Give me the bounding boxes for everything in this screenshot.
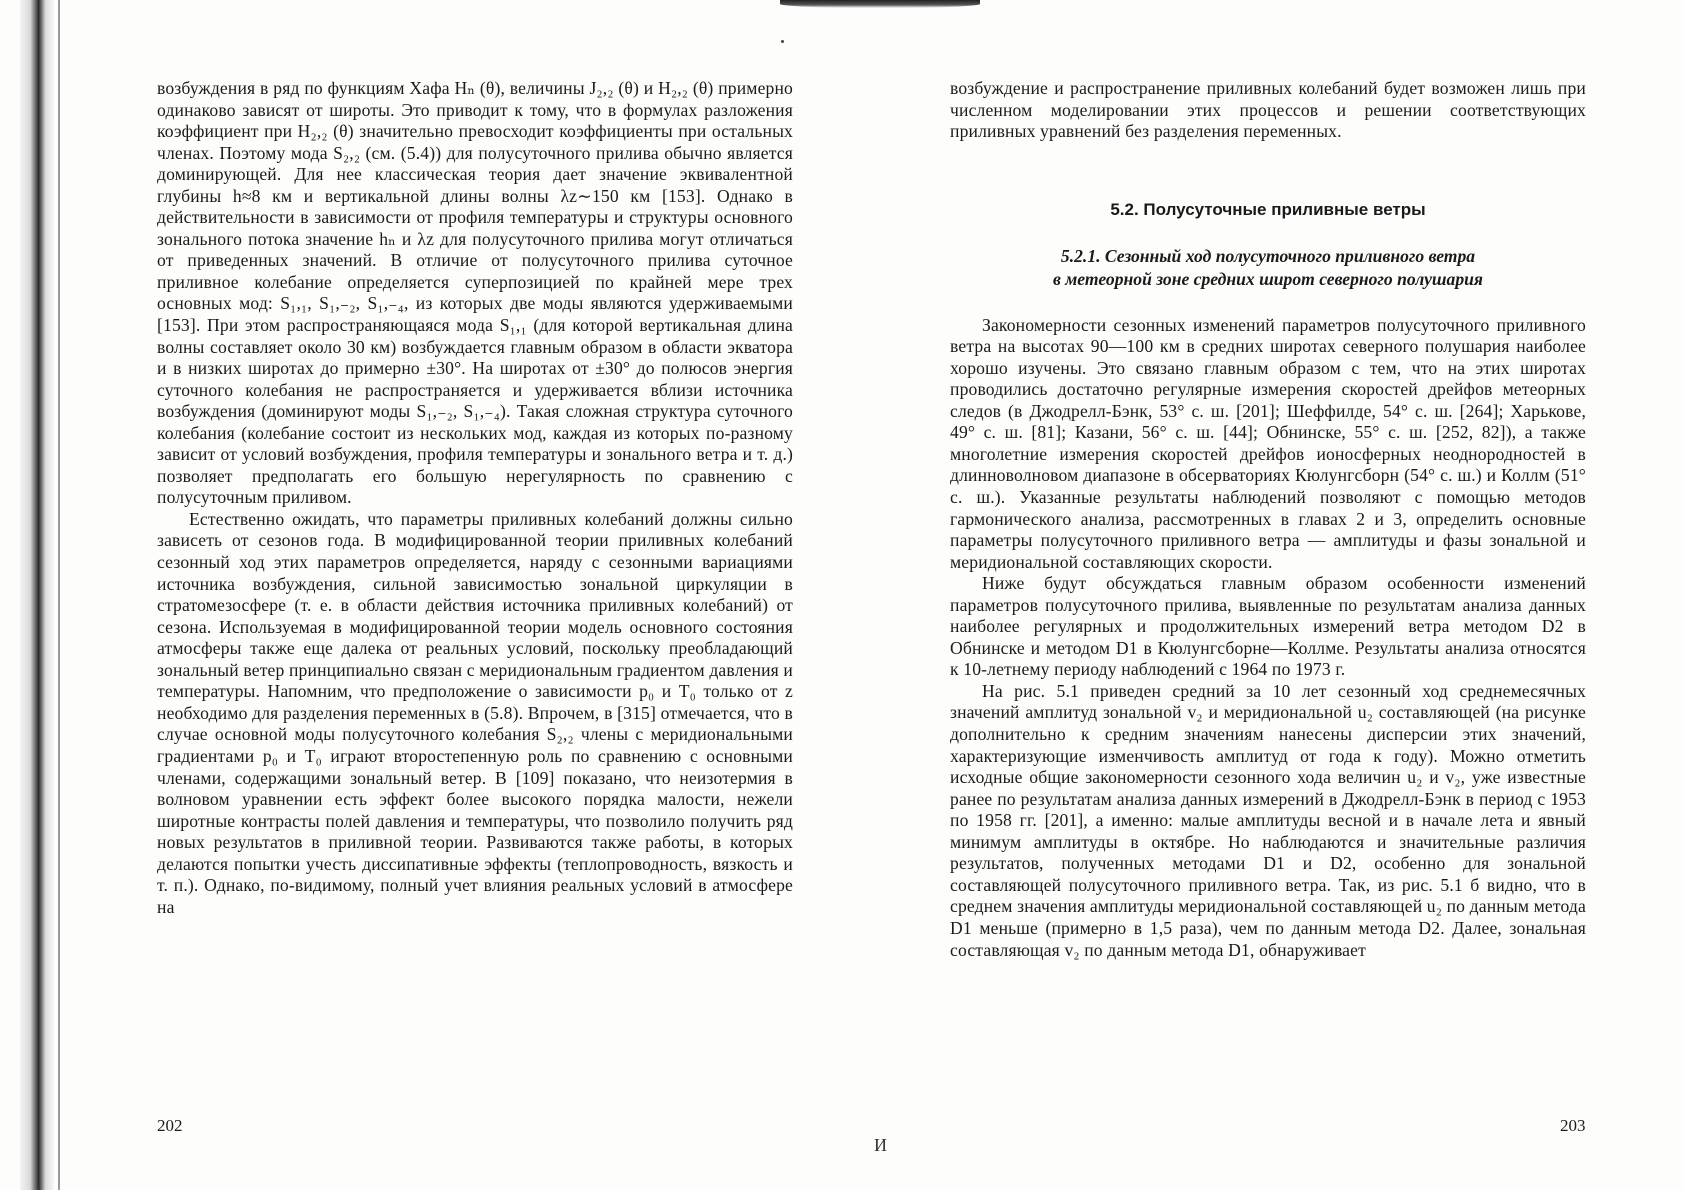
scan-top-mark [780,0,980,8]
left-page [157,78,793,918]
right-paragraph-1: Закономерности сезонных изменений параметров полусуточного приливного ветра на высотах 90—100 км в средних широтах северного полушария наиболее хорошо изучены. Это связано главным образом с тем, что на этих широтах проводились достаточно регулярные измерения скоростей дрейфов метеорных следов (в Джодрелл-Бэнк, 53° с. ш. [201]; Шеффилде, 54° с. ш. [264]; Харькове, 49° с. ш. [81]; Казани, 56° с. ш. [44]; Обнинске, 55° с. ш. [252, 82]), а также многолетние измерения скоростей дрейфов ионосферных неоднородностей в длинноволновом диапазоне в обсерваториях Кюлунгсборн (54° с. ш.) и Коллм (51° с. ш.). Указанные результаты наблюдений позволяют с помощью методов гармонического анализа, рассмотренных в главах 2 и 3, определить основные параметры полусуточного приливного ветра — амплитуды и фазы зональной и меридиональной составляющих скорости. [950,314,1586,572]
scan-dot [781,40,784,43]
left-paragraph-2: Естественно ожидать, что параметры приливных колебаний должны сильно зависеть от сезонов года. В модифицированной теории приливных колебаний сезонный ход этих параметров определяется, наряду с сезонными вариациями источника возбуждения, сильной зависимостью зональной циркуляции в стратомезосфере (т. е. в области действия источника приливных колебаний) от сезона. Используемая в модифицированной теории модель основного состояния атмосферы также еще далека от реальных условий, поскольку преобладающий зональный ветер принципиально связан с меридиональным градиентом давления и температуры. Напомним, что предположение о зависимости p₀ и T₀ только от z необходимо для разделения переменных в (5.8). Впрочем, в [315] отмечается, что в случае основной моды полусуточного колебания S₂,₂ члены с меридиональными градиентами p₀ и T₀ играют второстепенную роль по сравнению с основными членами, содержащими зональный ветер. В [109] показано, что неизотермия в волновом уравнении есть эффект более высокого порядка малости, нежели широтные контрасты полей давления и температуры, что позволило получить ряд новых результатов в приливной теории. Развиваются также работы, в которых делаются попытки учесть диссипативные эффекты (теплопроводность, вязкость и т. п.). Однако, по-видимому, полный учет влияния реальных условий в атмосфере на [157,508,793,917]
right-paragraph-3: На рис. 5.1 приведен средний за 10 лет сезонный ход среднемесячных значений амплитуд зональной v₂ и меридиональной u₂ составляющей (на рисунке дополнительно к средним значениям нанесены дисперсии этих значений, характеризующие изменчивость амплитуд от года к году). Можно отметить исходные общие закономерности сезонного хода величин u₂ и v₂, уже известные ранее по результатам анализа данных измерений в Джодрелл-Бэнк в период с 1953 по 1958 гг. [201], а именно: малые амплитуды весной и в начале лета и явный минимум амплитуды в октябре. Но наблюдаются и значительные различия результатов, полученных методами D1 и D2, особенно для зональной составляющей полусуточного приливного ветра. Так, из рис. 5.1 б видно, что в среднем значения амплитуды меридиональной составляющей u₂ по данным метода D1 меньше (примерно в 1,5 раза), чем по данным метода D2. Далее, зональная составляющая v₂ по данным метода D1, обнаруживает [950,680,1586,960]
right-paragraph-2: Ниже будут обсуждаться главным образом особенности изменений параметров полусуточного прилива, выявленные по результатам анализа данных наиболее регулярных и продолжительных измерений ветра методом D2 в Обнинске и методом D1 в Кюлунгсборне—Коллме. Результаты анализа относятся к 10-летнему периоду наблюдений с 1964 по 1973 г. [950,573,1586,680]
footer-signature-mark: И [874,1135,887,1155]
subsection-heading-line-2: в метеорной зоне средних широт северного полушария [1053,268,1483,289]
section-heading: 5.2. Полусуточные приливные ветры [1110,199,1426,219]
right-page [950,78,1586,961]
left-paragraph-1: возбуждения в ряд по функциям Хафа Hₙ (θ), величины J₂,₂ (θ) и H₂,₂ (θ) примерно одинаково зависят от широты. Это приводит к тому, что в формулах разложения коэффициент при H₂,₂ (θ) значительно превосходит коэффициенты при остальных членах. Поэтому мода S₂,₂ (см. (5.4)) для полусуточного прилива обычно является доминирующей. Для нее классическая теория дает значение эквивалентной глубины h≈8 км и вертикальной длины волны λz∼150 км [153]. Однако в действительности в зависимости от профиля температуры и структуры основного зонального потока значение hₙ и λz для полусуточного прилива могут отличаться от приведенных значений. В отличие от полусуточного прилива суточное приливное колебание определяется суперпозицией по крайней мере трех основных мод: S₁,₁, S₁,₋₂, S₁,₋₄, из которых две моды являются удерживаемыми [153]. При этом распространяющаяся мода S₁,₁ (для которой вертикальная длина волны составляет около 30 км) возбуждается главным образом в области экватора и в низких широтах до примерно ±30°. На широтах от ±30° до полюсов энергия суточного колебания не распространяется и удерживается вблизи источника возбуждения (доминируют моды S₁,₋₂, S₁,₋₄). Такая сложная структура суточного колебания (колебание состоит из нескольких мод, каждая из которых по-разному зависит от условий возбуждения, профиля температуры и зонального ветра и т. д.) позволяет предполагать его большую нерегулярность по сравнению с полусуточным приливом. [157,78,793,508]
page-number-left: 202 [157,1116,183,1135]
page-number-right: 203 [1560,1116,1586,1135]
book-binding-shadow [20,0,54,1190]
right-intro-paragraph: возбуждение и распространение приливных колебаний будет возможен лишь при численном моделировании этих процессов и решении соответствующих приливных уравнений без разделения переменных. [950,78,1586,142]
subsection-heading [950,245,1586,291]
binding-edge-line [58,0,60,1190]
subsection-heading-line-1: 5.2.1. Сезонный ход полусуточного приливного ветра [1060,245,1476,266]
